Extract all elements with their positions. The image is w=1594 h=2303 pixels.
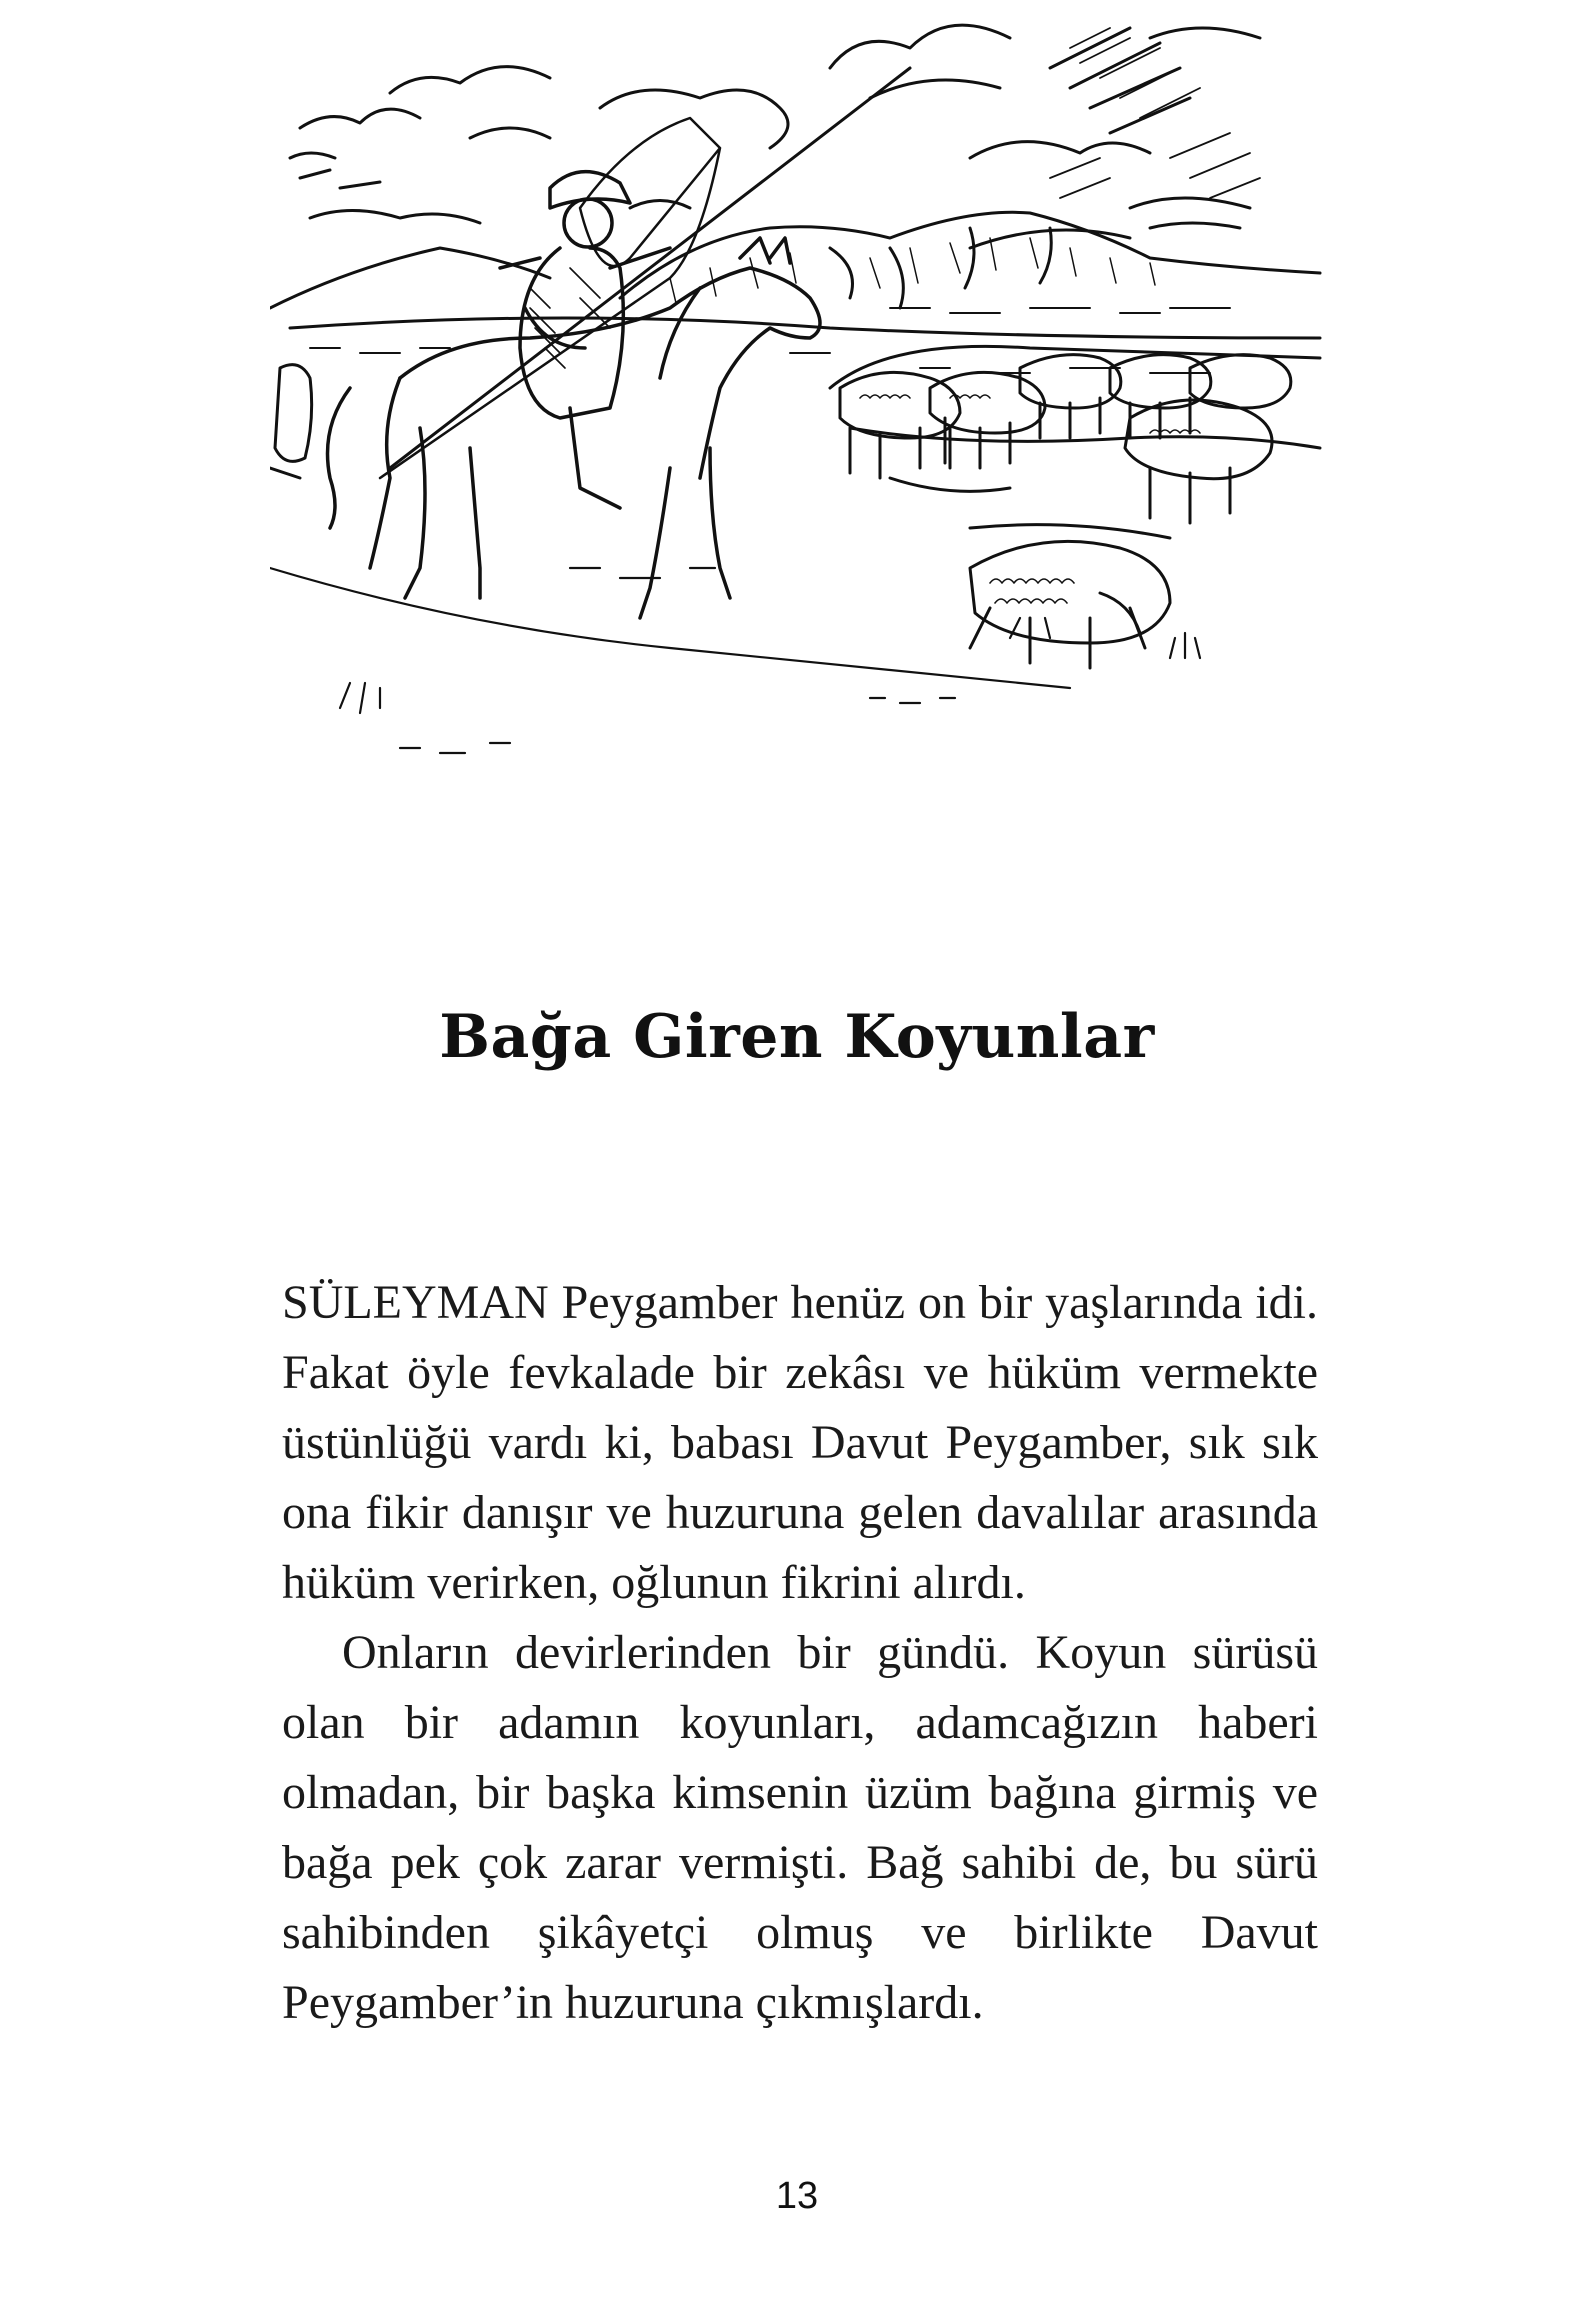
sky-clouds xyxy=(290,25,1260,248)
page-number: 13 xyxy=(775,2175,819,2217)
paragraph-2: Onların devirlerinden bir gündü. Koyun sürüsü olan bir adamın koyunları, adamcağızın haberi olmadan, bir başka kimsenin üzüm bağına girmiş ve bağa pek çok zarar vermişti. Bağ sahibi de, bu sürü sahibinden şikâyetçi olmuş ve birlikte Davut Peygamber’in huzuruna çıkmışlardı. xyxy=(282,1626,1318,2029)
plain-dashes xyxy=(310,308,1230,373)
shepherd-illustration xyxy=(270,8,1330,818)
chapter-title: Bağa Giren Koyunlar xyxy=(439,1002,1155,1073)
fishing-line xyxy=(380,118,720,478)
left-figure xyxy=(270,365,312,478)
ground-grass xyxy=(270,568,1200,753)
chapter-body xyxy=(282,1268,1318,2038)
paragraph-1: SÜLEYMAN Peygamber henüz on bir yaşlarında idi. Fakat öyle fevkalade bir zekâsı ve hüküm vermekte üstünlüğü vardı ki, babası Davut Peygamber, sık sık ona fikir danışır ve huzuruna gelen davalılar arasında hüküm verirken, oğlunun fikrini alırdı. xyxy=(282,1276,1318,1609)
sheep-flock xyxy=(840,355,1291,668)
